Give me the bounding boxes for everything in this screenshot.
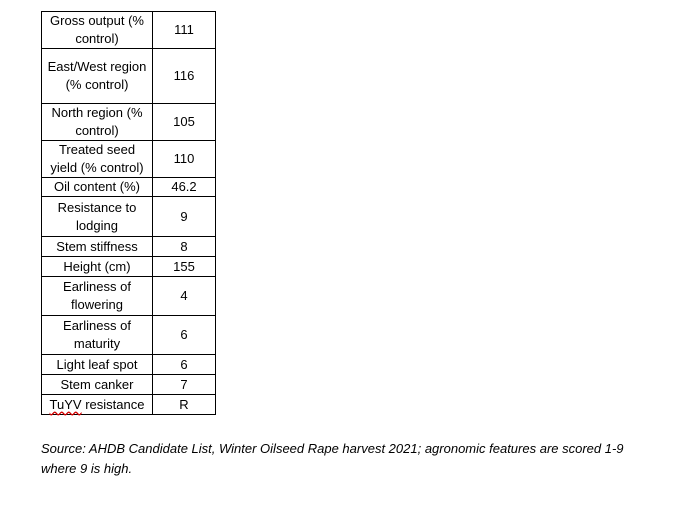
table-row [42,277,216,316]
table-row [42,12,216,49]
table-row [42,375,216,395]
trait-label-rest: resistance [81,396,145,412]
table-row [42,395,216,415]
table-row [42,141,216,178]
table-row [42,104,216,141]
trait-label: East/West region (% control) [42,49,153,104]
trait-value: 105 [153,104,216,141]
source-caption: Source: AHDB Candidate List, Winter Oilseed Rape harvest 2021; agronomic features are scored 1-9 where 9 is high. [41,441,624,476]
trait-label [42,395,153,415]
trait-value: 6 [153,355,216,375]
trait-value: 4 [153,277,216,316]
trait-value: 46.2 [153,178,216,197]
trait-label: North region (% control) [42,104,153,141]
table-row [42,197,216,237]
trait-label: Earliness of flowering [42,277,153,316]
trait-label: Stem canker [42,375,153,395]
variety-traits-table [41,11,216,415]
trait-value: 7 [153,375,216,395]
trait-value: 110 [153,141,216,178]
table-row [42,49,216,104]
trait-label: Light leaf spot [42,355,153,375]
trait-label: Stem stiffness [42,237,153,257]
trait-label: Earliness of maturity [42,316,153,355]
trait-label: Gross output (% control) [42,12,153,49]
trait-value: R [153,395,216,415]
trait-value: 8 [153,237,216,257]
table-row [42,178,216,197]
spellcheck-flagged-word: TuYV [49,396,82,412]
trait-label: Resistance to lodging [42,197,153,237]
table-row [42,257,216,277]
trait-label: Treated seed yield (% control) [42,141,153,178]
table-row [42,237,216,257]
trait-value: 111 [153,12,216,49]
trait-label: Oil content (%) [42,178,153,197]
trait-value: 155 [153,257,216,277]
trait-value: 9 [153,197,216,237]
table-row [42,316,216,355]
trait-label: Height (cm) [42,257,153,277]
table-row [42,355,216,375]
trait-value: 6 [153,316,216,355]
trait-value: 116 [153,49,216,104]
